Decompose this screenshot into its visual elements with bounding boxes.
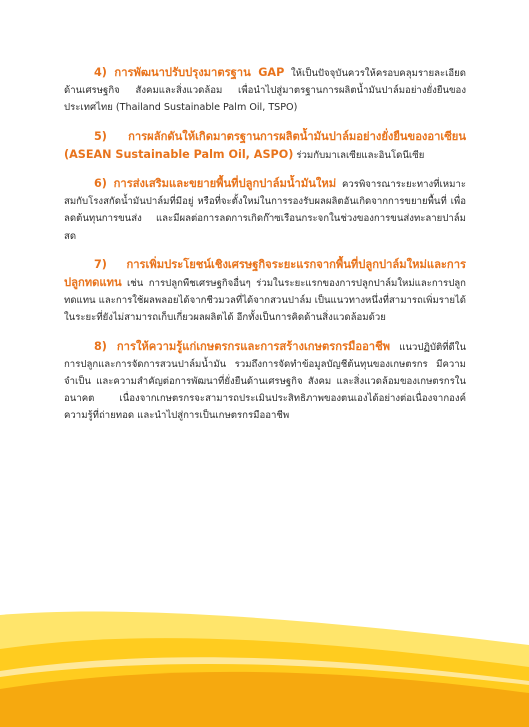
paragraph-gap-standard [64, 64, 466, 117]
paragraph-body: ร่วมกับมาเลเซียและอินโดนีเซีย [293, 149, 425, 161]
paragraph-body: ให้เป็นปัจจุบันควรให้ครอบคลุมรายละเอียดด้านเศรษฐกิจ สังคมและสิ่งแวดล้อม เพื่อนำไปสู่มาตรฐานการผลิตน้ำมันปาล์มอย่างยั่งยืนของประเทศไทย (Thailand Sustainable Palm Oil, TSPO) [64, 68, 466, 114]
paragraph-heading: 7) การเพิ่มประโยชน์เชิงเศรษฐกิจระยะแรกจากพื้นที่ปลูกปาล์มใหม่และการปลูกทดแทน [64, 257, 466, 290]
paragraph-body: เช่น การปลูกพืชเศรษฐกิจอื่นๆ ร่วมในระยะแรกของการปลูกปาล์มใหม่และการปลูกทดแทน และการใช้ผลพลอยได้จากชีวมวลที่ได้จากสวนปาล์ม เป็นแนวทางหนึ่งที่สามารถเพิ่มรายได้ในระยะที่ยังไม่สามารถเก็บเกี่ยวผลผลิตได้ อีกทั้งเป็นการคิดด้านสิ่งแวดล้อมด้วย [64, 278, 467, 324]
paragraph-economic-benefit [64, 256, 466, 327]
paragraph-aspo-standard [64, 128, 466, 164]
paragraph-heading: 6) การส่งเสริมและขยายพื้นที่ปลูกปาล์มน้ำมันใหม่ [94, 177, 337, 191]
paragraph-heading: 8) การให้ความรู้แก่เกษตรกรและการสร้างเกษตรกรมืออาชีพ [94, 339, 391, 353]
paragraph-heading: 4) การพัฒนาปรับปรุงมาตรฐาน GAP [94, 66, 285, 79]
paragraph-body: แนวปฏิบัติที่ดีในการปลูกและการจัดการสวนปาล์มน้ำมัน รวมถึงการจัดทำข้อมูลบัญชีต้นทุนของเกษตรกร มีความจำเป็น และความสำคัญต่อการพัฒนาที่ยั่งยืนด้านเศรษฐกิจ สังคม และสิ่งแวดล้อมของเกษตรกรในอนาคต เนื่องจากเกษตรกรจะสามารถประเมินประสิทธิภาพของตนเองได้อย่างต่อเนื่องจากองค์ความรู้ที่ถ่ายทอด และนำไปสู่การเป็นเกษตรกรมืออาชีพ [64, 341, 466, 422]
paragraph-farmer-knowledge [64, 338, 466, 425]
paragraph-body: ควรพิจารณาระยะทางที่เหมาะสมกับโรงสกัดน้ำมันปาล์มที่มีอยู่ หรือที่จะตั้งใหม่ในการรองรับผลผลิตอันเกิดจากการขยายพื้นที่ เพื่อลดต้นทุนการขนส่ง และมีผลต่อการลดการเกิดก๊าซเรือนกระจกในช่วงของการขนส่งทะลายปาล์มสด [64, 179, 466, 242]
paragraph-heading: 5) การผลักดันให้เกิดมาตรฐานการผลิตน้ำมันปาล์มอย่างยั่งยืนของอาเซียน (ASEAN Sustainable Palm Oil, ASPO) [64, 129, 466, 161]
paragraph-expand-planting [64, 175, 466, 245]
document-body [64, 64, 466, 436]
footer-wave-decoration [0, 597, 529, 727]
